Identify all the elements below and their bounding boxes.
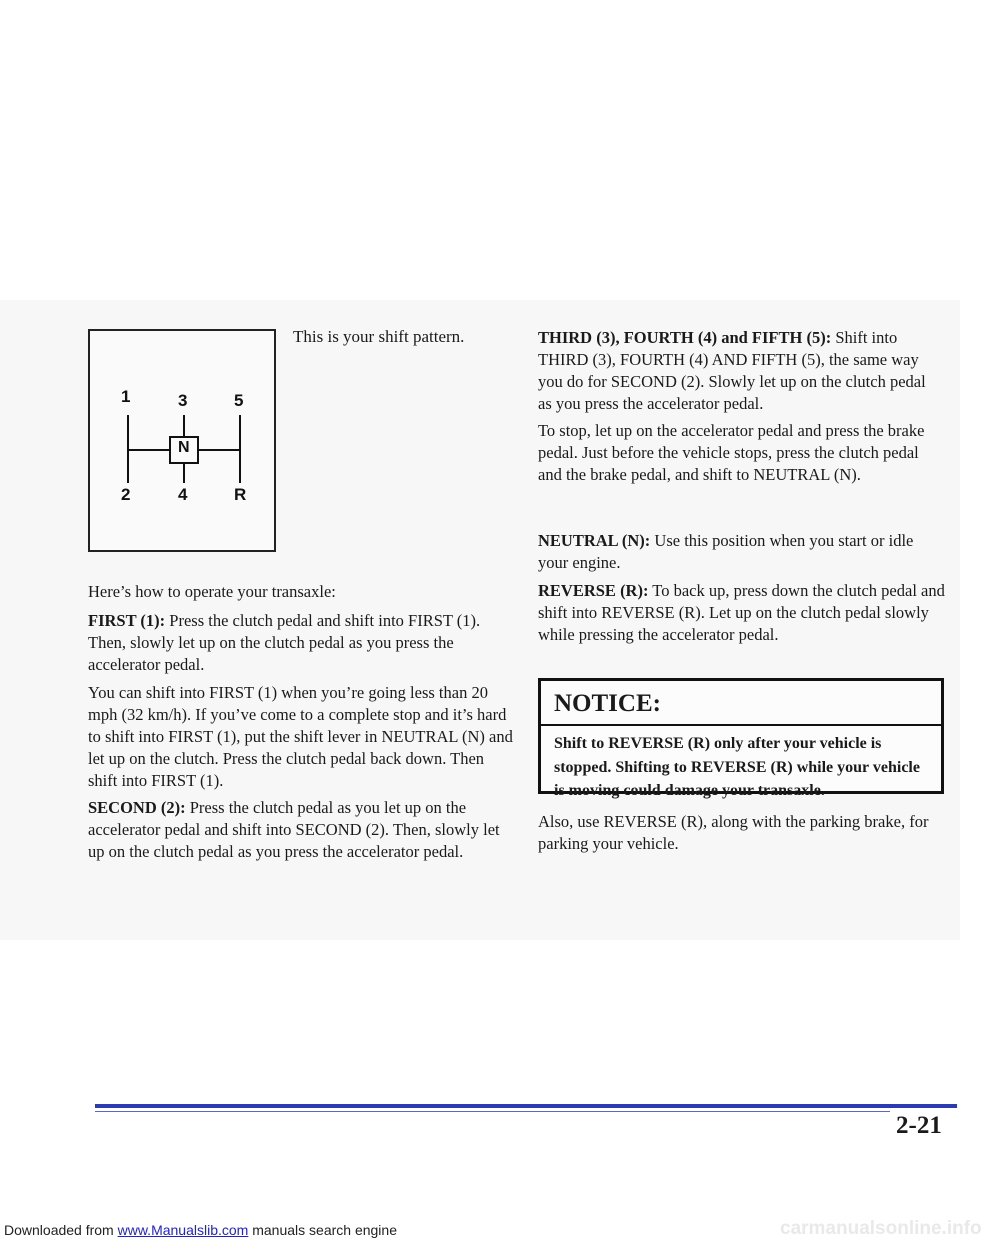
gear-2-label: 2 — [121, 485, 131, 504]
first-text: Press the clutch pedal and shift into FIRST (1). Then, slowly let up on the clutch pedal as you press the accelerator pedal. — [88, 611, 481, 674]
gear-5-label: 5 — [234, 391, 244, 410]
neutral-label: NEUTRAL (N): — [538, 531, 651, 550]
notice-box — [538, 678, 944, 799]
stop-paragraph: To stop, let up on the accelerator pedal and press the brake pedal. Just before the vehicle stops, press the clutch pedal and the brake pedal, and shift to NEUTRAL (N). — [538, 421, 925, 484]
notice-text: Shift to REVERSE (R) only after your vehicle is stopped. Shifting to REVERSE (R) while your vehicle is moving could damage your transaxle. — [554, 735, 920, 799]
intro-paragraph: Here’s how to operate your transaxle: — [88, 582, 336, 601]
watermark-text: carmanualsonline.info — [780, 1218, 982, 1239]
second-paragraph — [88, 797, 513, 863]
gear-neutral-label: N — [178, 439, 190, 456]
manualslib-link[interactable]: www.Manualslib.com — [117, 1222, 249, 1238]
third-label: THIRD (3), FOURTH (4) and FIFTH (5): — [538, 328, 832, 347]
third-fourth-fifth-paragraph — [538, 327, 943, 415]
neutral-paragraph — [538, 530, 943, 574]
shift-pattern-diagram — [88, 329, 276, 552]
third-text: Shift into THIRD (3), FOURTH (4) AND FIFTH (5), the same way you do for SECOND (2). Slowly let up on the clutch pedal as you press the accelerator pedal. — [538, 328, 926, 413]
also-paragraph: Also, use REVERSE (R), along with the parking brake, for parking your vehicle. — [538, 812, 929, 853]
reverse-text: To back up, press down the clutch pedal and shift into REVERSE (R). Let up on the clutch pedal slowly while pressing the accelerator pedal. — [538, 581, 945, 644]
gear-4-label: 4 — [178, 485, 188, 504]
page-rule-thin — [95, 1111, 890, 1112]
first-label: FIRST (1): — [88, 611, 166, 630]
shift-pattern-caption: This is your shift pattern. — [293, 327, 465, 346]
gear-3-label: 3 — [178, 391, 188, 410]
reverse-paragraph — [538, 580, 948, 646]
notice-title: NOTICE: — [541, 681, 941, 726]
footer-suffix: manuals search engine — [248, 1222, 397, 1238]
download-footer — [4, 1222, 397, 1238]
neutral-text: Use this position when you start or idle your engine. — [538, 531, 914, 572]
reverse-label: REVERSE (R): — [538, 581, 649, 600]
gear-1-label: 1 — [121, 387, 131, 406]
first-paragraph — [88, 610, 513, 676]
page-rule — [95, 1104, 957, 1108]
second-label: SECOND (2): — [88, 798, 186, 817]
footer-prefix: Downloaded from — [4, 1222, 118, 1238]
gear-r-label: R — [234, 485, 247, 504]
first-extra-paragraph: You can shift into FIRST (1) when you’re going less than 20 mph (32 km/h). If you’ve come to a complete stop and it’s hard to shift into FIRST (1), put the shift lever in NEUTRAL (N) and let up on the clutch. Press the clutch pedal back down. Then shift into FIRST (1). — [88, 683, 513, 790]
second-text: Press the clutch pedal as you let up on the accelerator pedal and shift into SECOND (2). Then, slowly let up on the clutch pedal as you press the accelerator pedal. — [88, 798, 500, 861]
page-number: 2-21 — [896, 1112, 942, 1139]
